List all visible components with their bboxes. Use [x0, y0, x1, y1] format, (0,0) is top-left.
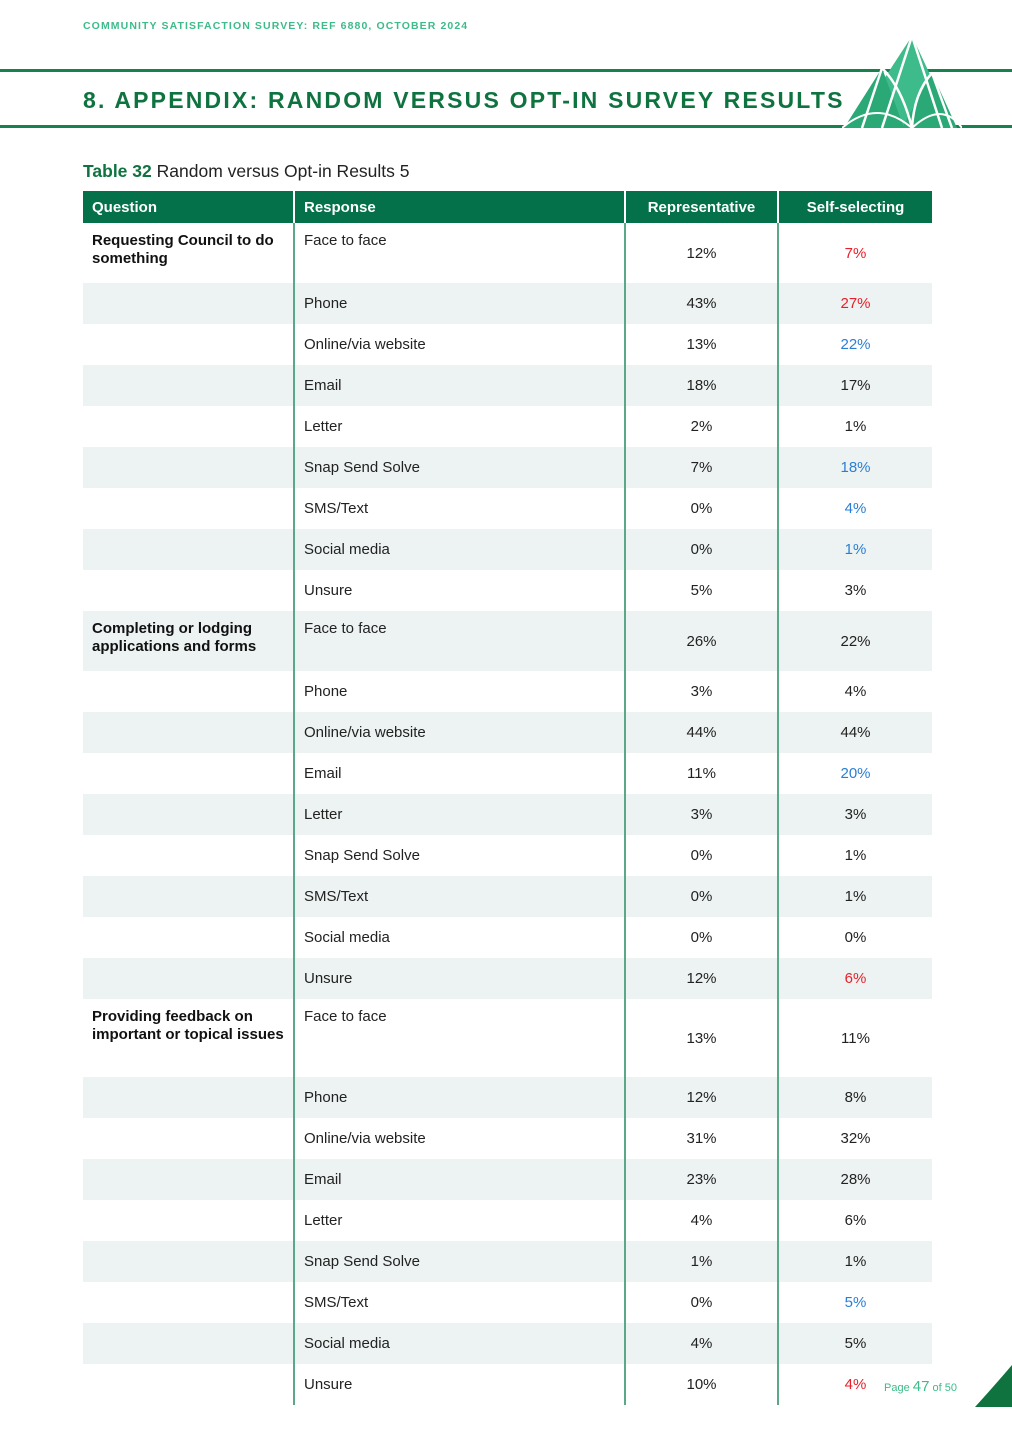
self-selecting-value: 18% — [778, 447, 932, 488]
representative-value: 31% — [625, 1118, 778, 1159]
section-title: 8. APPENDIX: RANDOM VERSUS OPT-IN SURVEY RESULTS — [83, 87, 845, 113]
self-selecting-value: 7% — [778, 223, 932, 283]
question-cell-empty — [83, 958, 294, 999]
representative-value: 5% — [625, 570, 778, 611]
self-selecting-value: 20% — [778, 753, 932, 794]
representative-value: 1% — [625, 1241, 778, 1282]
response-label: Phone — [294, 671, 625, 712]
representative-value: 12% — [625, 1077, 778, 1118]
response-label: Unsure — [294, 1364, 625, 1405]
question-cell-empty — [83, 529, 294, 570]
response-label: Social media — [294, 917, 625, 958]
table-caption-text: Random versus Opt-in Results 5 — [156, 161, 410, 181]
question-cell-empty — [83, 1323, 294, 1364]
column-header-response: Response — [294, 191, 625, 223]
representative-value: 10% — [625, 1364, 778, 1405]
question-cell-empty — [83, 488, 294, 529]
question-cell-empty — [83, 1118, 294, 1159]
question-cell-empty — [83, 1282, 294, 1323]
question-cell-empty — [83, 917, 294, 958]
response-label: Email — [294, 753, 625, 794]
response-label: Phone — [294, 283, 625, 324]
table-row — [83, 1282, 932, 1323]
question-cell-empty — [83, 1200, 294, 1241]
response-label: Social media — [294, 1323, 625, 1364]
question-cell-empty — [83, 1241, 294, 1282]
response-label: Snap Send Solve — [294, 1241, 625, 1282]
representative-value: 0% — [625, 1282, 778, 1323]
response-label: SMS/Text — [294, 876, 625, 917]
question-cell-empty — [83, 753, 294, 794]
table-row — [83, 365, 932, 406]
representative-value: 3% — [625, 671, 778, 712]
self-selecting-value: 22% — [778, 611, 932, 671]
representative-value: 7% — [625, 447, 778, 488]
representative-value: 13% — [625, 999, 778, 1077]
representative-value: 4% — [625, 1200, 778, 1241]
question-cell-empty — [83, 1364, 294, 1405]
response-label: Snap Send Solve — [294, 835, 625, 876]
question-cell-empty — [83, 835, 294, 876]
response-label: Letter — [294, 1200, 625, 1241]
question-cell-empty — [83, 794, 294, 835]
table-row — [83, 1241, 932, 1282]
response-label: Unsure — [294, 958, 625, 999]
table-row — [83, 835, 932, 876]
self-selecting-value: 4% — [778, 488, 932, 529]
response-label: Email — [294, 365, 625, 406]
response-label: Phone — [294, 1077, 625, 1118]
table-caption-number: Table 32 — [83, 161, 152, 181]
response-label: Online/via website — [294, 1118, 625, 1159]
table-row — [83, 283, 932, 324]
self-selecting-value: 1% — [778, 1241, 932, 1282]
table-row — [83, 794, 932, 835]
response-label: Face to face — [294, 223, 625, 283]
self-selecting-value: 1% — [778, 876, 932, 917]
self-selecting-value: 27% — [778, 283, 932, 324]
table-row — [83, 529, 932, 570]
self-selecting-value: 1% — [778, 529, 932, 570]
response-label: Face to face — [294, 611, 625, 671]
self-selecting-value: 6% — [778, 958, 932, 999]
column-header-self-selecting: Self-selecting — [778, 191, 932, 223]
question-cell-empty — [83, 406, 294, 447]
self-selecting-value: 0% — [778, 917, 932, 958]
self-selecting-value: 28% — [778, 1159, 932, 1200]
table-header-row — [83, 191, 932, 223]
question-cell-empty — [83, 1159, 294, 1200]
question-label: Requesting Council to do something — [92, 232, 274, 267]
table-body — [83, 223, 932, 1405]
column-header-question: Question — [83, 191, 294, 223]
representative-value: 2% — [625, 406, 778, 447]
table-row — [83, 1364, 932, 1405]
question-cell-empty — [83, 570, 294, 611]
response-label: Email — [294, 1159, 625, 1200]
table-row — [83, 488, 932, 529]
question-cell-empty — [83, 712, 294, 753]
question-cell-empty — [83, 447, 294, 488]
self-selecting-value: 22% — [778, 324, 932, 365]
results-table — [83, 191, 932, 1405]
representative-value: 12% — [625, 958, 778, 999]
self-selecting-value: 3% — [778, 570, 932, 611]
table-row — [83, 876, 932, 917]
representative-value: 43% — [625, 283, 778, 324]
response-label: SMS/Text — [294, 1282, 625, 1323]
response-label: Online/via website — [294, 712, 625, 753]
table-row — [83, 1323, 932, 1364]
representative-value: 18% — [625, 365, 778, 406]
response-label: Letter — [294, 794, 625, 835]
table-row — [83, 447, 932, 488]
question-cell-empty — [83, 324, 294, 365]
table-caption — [83, 161, 410, 182]
brand-logo-icon — [842, 28, 962, 130]
table-row — [83, 1200, 932, 1241]
representative-value: 0% — [625, 917, 778, 958]
representative-value: 0% — [625, 876, 778, 917]
representative-value: 44% — [625, 712, 778, 753]
representative-value: 4% — [625, 1323, 778, 1364]
question-label: Providing feedback on important or topical issues — [92, 1008, 284, 1043]
question-label: Completing or lodging applications and forms — [83, 611, 294, 671]
table-row — [83, 958, 932, 999]
question-cell-empty — [83, 283, 294, 324]
representative-value: 3% — [625, 794, 778, 835]
self-selecting-value: 17% — [778, 365, 932, 406]
self-selecting-value: 4% — [778, 1364, 932, 1405]
representative-value: 0% — [625, 835, 778, 876]
table-row — [83, 753, 932, 794]
response-label: Letter — [294, 406, 625, 447]
table-row — [83, 712, 932, 753]
representative-value: 26% — [625, 611, 778, 671]
representative-value: 12% — [625, 223, 778, 283]
self-selecting-value: 5% — [778, 1323, 932, 1364]
self-selecting-value: 32% — [778, 1118, 932, 1159]
self-selecting-value: 5% — [778, 1282, 932, 1323]
question-cell-empty — [83, 1077, 294, 1118]
table-row — [83, 1118, 932, 1159]
question-cell-empty — [83, 876, 294, 917]
column-header-representative: Representative — [625, 191, 778, 223]
response-label: Unsure — [294, 570, 625, 611]
question-cell-empty — [83, 365, 294, 406]
response-label: SMS/Text — [294, 488, 625, 529]
table-row — [83, 611, 932, 671]
table-row — [83, 917, 932, 958]
self-selecting-value: 11% — [778, 999, 932, 1077]
corner-decoration-icon — [975, 1365, 1012, 1407]
table-row — [83, 570, 932, 611]
self-selecting-value: 6% — [778, 1200, 932, 1241]
self-selecting-value: 8% — [778, 1077, 932, 1118]
self-selecting-value: 3% — [778, 794, 932, 835]
response-label: Social media — [294, 529, 625, 570]
page-total: of 50 — [932, 1382, 957, 1394]
representative-value: 0% — [625, 529, 778, 570]
response-label: Snap Send Solve — [294, 447, 625, 488]
representative-value: 23% — [625, 1159, 778, 1200]
question-cell-empty — [83, 671, 294, 712]
table-row — [83, 1159, 932, 1200]
table-row — [83, 999, 932, 1077]
response-label: Online/via website — [294, 324, 625, 365]
table-row — [83, 324, 932, 365]
table-row — [83, 406, 932, 447]
self-selecting-value: 1% — [778, 835, 932, 876]
page-prefix: Page — [884, 1382, 910, 1394]
running-header: COMMUNITY SATISFACTION SURVEY: REF 6880, OCTOBER 2024 — [83, 20, 469, 32]
page-current: 47 — [912, 1378, 930, 1395]
representative-value: 11% — [625, 753, 778, 794]
response-label: Face to face — [294, 999, 625, 1077]
table-row — [83, 223, 932, 283]
self-selecting-value: 1% — [778, 406, 932, 447]
table-row — [83, 671, 932, 712]
representative-value: 13% — [625, 324, 778, 365]
page-number — [884, 1378, 957, 1395]
representative-value: 0% — [625, 488, 778, 529]
self-selecting-value: 44% — [778, 712, 932, 753]
self-selecting-value: 4% — [778, 671, 932, 712]
table-row — [83, 1077, 932, 1118]
